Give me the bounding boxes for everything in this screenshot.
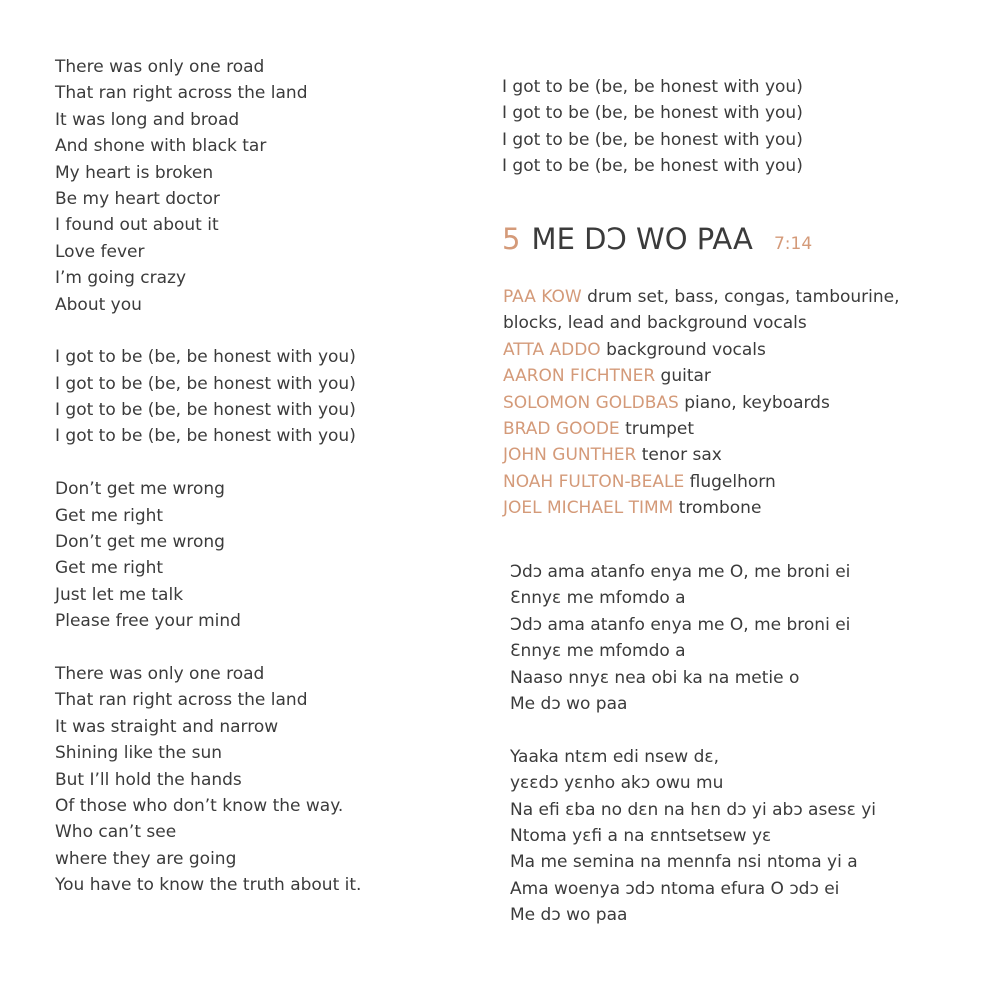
- lyric-line: Ɛnnyɛ me mfomdo a: [510, 588, 686, 609]
- song-heading: [502, 222, 812, 256]
- lyric-line: I got to be (be, be honest with you): [502, 77, 803, 97]
- credit-line: [503, 390, 900, 416]
- lyric-line: That ran right across the land: [55, 690, 308, 711]
- lyric-line: I got to be (be, be honest with you): [502, 129, 803, 150]
- musician-name: JOHN GUNTHER: [503, 445, 637, 466]
- musician-name: SOLOMON GOLDBAS: [503, 392, 679, 413]
- credit-line: [503, 469, 900, 495]
- musician-name: AARON FICHTNER: [503, 366, 656, 387]
- lyric-line: I got to be (be, be honest with you): [55, 347, 356, 368]
- lyric-line: It was straight and narrow: [55, 716, 279, 737]
- lyric-line: Ma me semina na mennfa nsi ntoma yi a: [510, 852, 858, 873]
- lyric-line: Me dɔ wo paa: [510, 693, 628, 714]
- lyric-line: About you: [55, 294, 142, 315]
- lyric-line: I got to be (be, be honest with you): [55, 400, 356, 421]
- musician-role: blocks, lead and background vocals: [503, 313, 807, 334]
- lyrics-column-left: [55, 54, 361, 899]
- musician-name: PAA KOW: [503, 287, 582, 307]
- musician-role: drum set, bass, congas, tambourine,: [581, 287, 900, 307]
- stanza-break: [55, 318, 361, 344]
- credit-line: [503, 310, 900, 336]
- musician-name: NOAH FULTON-BEALE: [503, 471, 685, 492]
- lyric-line: where they are going: [55, 848, 237, 869]
- track-number: 5: [502, 222, 521, 256]
- lyric-line: Don’t get me wrong: [55, 479, 225, 500]
- musician-role: trombone: [673, 498, 762, 519]
- lyric-line: But I’ll hold the hands: [55, 769, 242, 790]
- lyric-line: Ɔdɔ ama atanfo enya me O, me broni ei: [510, 614, 851, 635]
- stanza-break: [55, 450, 361, 476]
- credit-line: [503, 495, 900, 521]
- musician-name: JOEL MICHAEL TIMM: [503, 498, 674, 519]
- lyric-line: My heart is broken: [55, 162, 214, 183]
- lyric-line: Be my heart doctor: [55, 188, 220, 209]
- lyric-line: Na efi ɛba no dɛn na hɛn dɔ yi abɔ asesɛ yi: [510, 799, 877, 820]
- musician-role: tenor sax: [636, 445, 722, 466]
- lyrics-column-right-top: [502, 74, 803, 180]
- lyric-line: Get me right: [55, 505, 164, 526]
- musician-role: background vocals: [600, 339, 766, 360]
- lyric-line: I got to be (be, be honest with you): [55, 426, 356, 447]
- lyric-line: And shone with black tar: [55, 136, 267, 157]
- lyric-line: Naaso nnyɛ nea obi ka na metie o: [510, 667, 800, 688]
- lyric-line: yɛɛdɔ yɛnho akɔ owu mu: [510, 773, 724, 794]
- lyric-line: You have to know the truth about it.: [55, 875, 362, 896]
- lyric-line: That ran right across the land: [55, 83, 308, 104]
- lyric-line: I got to be (be, be honest with you): [502, 156, 803, 177]
- lyric-line: Ɔdɔ ama atanfo enya me O, me broni ei: [510, 562, 851, 582]
- lyric-line: I’m going crazy: [55, 268, 187, 289]
- stanza-break: [510, 717, 876, 743]
- lyric-line: Who can’t see: [55, 822, 177, 843]
- lyric-line: I got to be (be, be honest with you): [502, 103, 803, 124]
- lyric-line: Ɛnnyɛ me mfomdo a: [510, 641, 686, 662]
- lyric-line: There was only one road: [55, 663, 265, 684]
- song-title: ME DƆ WO PAA: [531, 222, 753, 256]
- lyric-line: Of those who don’t know the way.: [55, 795, 344, 816]
- lyric-line: Shining like the sun: [55, 743, 223, 764]
- musician-role: trumpet: [619, 418, 694, 439]
- lyric-line: I found out about it: [55, 215, 219, 236]
- lyric-line: Please free your mind: [55, 611, 241, 632]
- lyric-line: It was long and broad: [55, 109, 240, 130]
- lyric-line: Me dɔ wo paa: [510, 905, 628, 926]
- lyric-line: Don’t get me wrong: [55, 532, 225, 553]
- credits-list: [503, 284, 900, 522]
- lyric-line: Ntoma yɛfi a na ɛnntsetsew yɛ: [510, 825, 772, 846]
- lyric-line: Ama woenya ɔdɔ ntoma efura O ɔdɔ ei: [510, 878, 840, 899]
- lyric-line: I got to be (be, be honest with you): [55, 373, 356, 394]
- lyric-line: Love fever: [55, 241, 145, 262]
- credit-line: [503, 363, 900, 389]
- musician-role: piano, keyboards: [678, 392, 830, 413]
- credit-line: [503, 442, 900, 468]
- lyric-line: Get me right: [55, 558, 164, 579]
- song-duration: 7:14: [773, 234, 813, 254]
- credit-line: [503, 284, 900, 310]
- credit-line: [503, 337, 900, 363]
- credit-line: [503, 416, 900, 442]
- stanza-break: [55, 635, 361, 661]
- musician-role: guitar: [655, 366, 711, 387]
- musician-role: flugelhorn: [684, 471, 776, 492]
- musician-name: BRAD GOODE: [503, 418, 620, 439]
- musician-name: ATTA ADDO: [503, 339, 601, 360]
- lyric-line: Just let me talk: [55, 584, 184, 605]
- lyric-line: Yaaka ntɛm edi nsew dɛ,: [510, 746, 719, 767]
- lyrics-column-right-bottom: [510, 559, 876, 928]
- lyric-line: There was only one road: [55, 57, 265, 77]
